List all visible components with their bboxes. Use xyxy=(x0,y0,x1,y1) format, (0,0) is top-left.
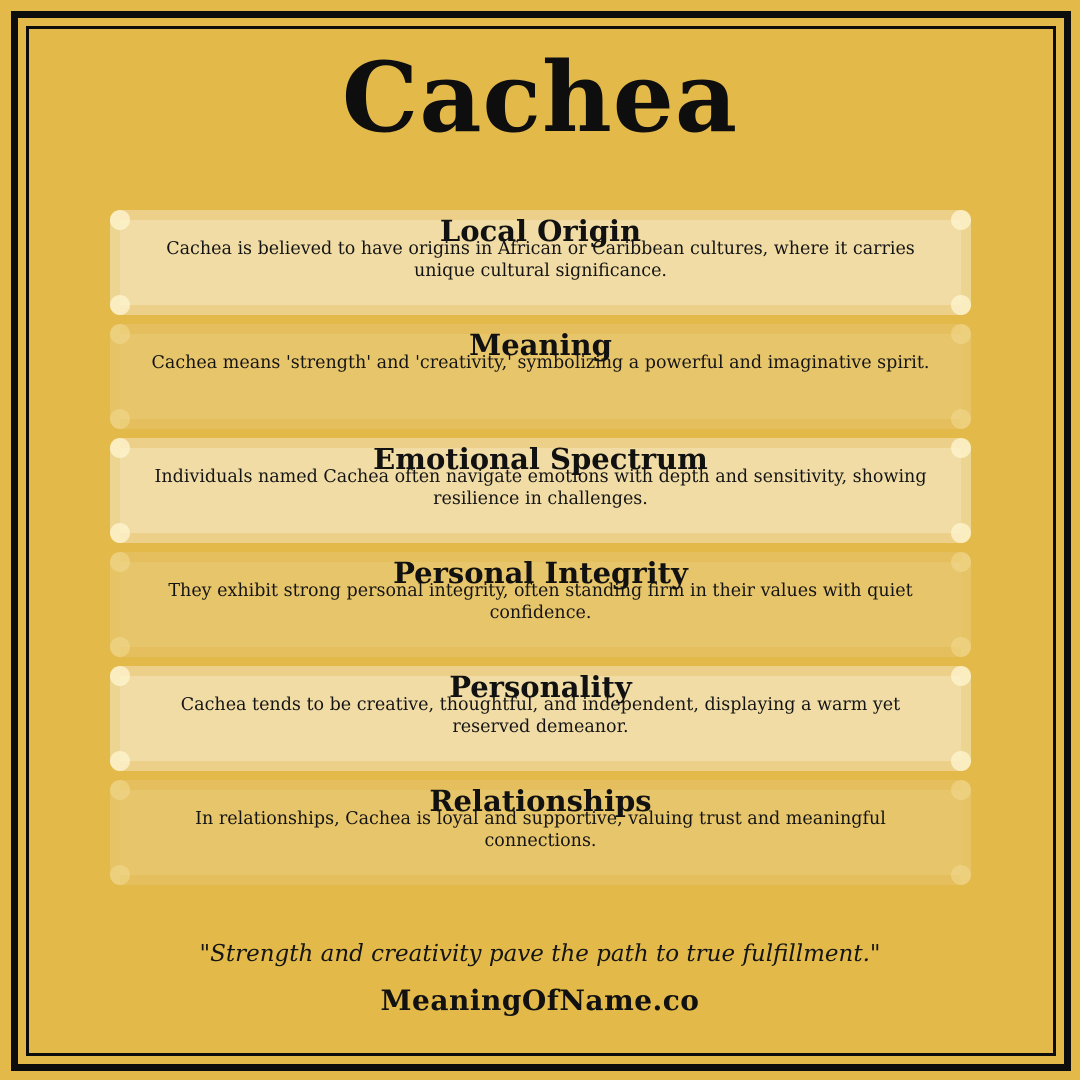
section-text: Cachea tends to be creative, thoughtful, and independent, displaying a warm yet reserved demeanor. xyxy=(180,695,901,737)
section-text: Individuals named Cachea often navigate emotions with depth and sensitivity, showing resilience in challenges. xyxy=(154,467,927,509)
section-text: Cachea is believed to have origins in African or Caribbean cultures, where it carries unique cultural significance. xyxy=(166,239,915,281)
brand-label: MeaningOfName.co xyxy=(380,984,700,1017)
section-card-personality xyxy=(110,666,971,771)
section-heading: Personal Integrity xyxy=(393,556,688,590)
section-list xyxy=(110,210,971,894)
section-card-local-origin xyxy=(110,210,971,315)
section-card-emotional-spectrum xyxy=(110,438,971,543)
section-heading: Local Origin xyxy=(439,214,642,248)
section-heading: Meaning xyxy=(469,328,612,362)
section-text: In relationships, Cachea is loyal and supportive, valuing trust and meaningful connections. xyxy=(195,809,886,851)
section-heading: Relationships xyxy=(429,784,652,818)
section-text: Cachea means 'strength' and 'creativity,' symbolizing a powerful and imaginative spirit. xyxy=(151,353,930,373)
section-card-meaning xyxy=(110,324,971,429)
name-title: Cachea xyxy=(341,41,739,154)
section-heading: Emotional Spectrum xyxy=(373,442,708,476)
section-card-personal-integrity xyxy=(110,552,971,657)
section-card-relationships xyxy=(110,780,971,885)
quote-text: "Strength and creativity pave the path to true fulfillment." xyxy=(199,941,881,967)
section-heading: Personality xyxy=(449,670,632,704)
section-text: They exhibit strong personal integrity, often standing firm in their values with quiet confidence. xyxy=(168,581,913,623)
